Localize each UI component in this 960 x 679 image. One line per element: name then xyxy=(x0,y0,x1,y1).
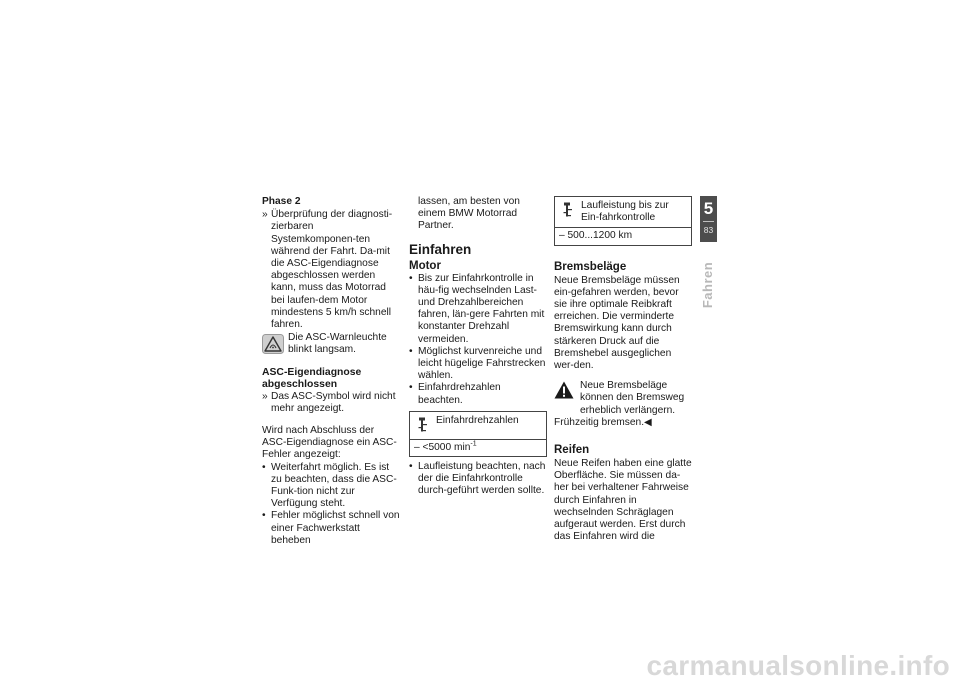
column-2 xyxy=(409,196,547,498)
asc-step xyxy=(262,391,400,415)
list-item-text: Möglichst kurvenreiche und leicht hügelige Fahrstrecken wählen. xyxy=(418,345,546,382)
column-1 xyxy=(262,196,400,547)
warning-light-note-text: Die ASC-Warnleuchte blinkt langsam. xyxy=(288,332,387,356)
list-item xyxy=(409,346,547,383)
einfahren-heading: Einfahren xyxy=(409,241,472,257)
brake-warning-text: Neue Bremsbeläge können den Bremsweg erheblich verlängern. xyxy=(580,380,685,416)
list-item-text: Bis zur Einfahrkontrolle in häu-fig wechselnden Last- und Drehzahlbereichen fahren, län-gere Fahrten mit konstanter Drehzahl vermeiden. xyxy=(418,272,545,345)
spec-label: Einfahrdrehzahlen xyxy=(436,414,519,426)
spec-dash: – xyxy=(414,441,420,453)
spec-box-header xyxy=(410,412,546,440)
spec-box-header xyxy=(555,197,691,228)
step-marker: » xyxy=(262,209,268,221)
list-item xyxy=(262,510,400,547)
list-item-continuation xyxy=(409,196,547,233)
warning-triangle-icon xyxy=(554,381,574,399)
bullet: • xyxy=(262,461,266,473)
list-item-text: Einfahrdrehzahlen beachten. xyxy=(418,382,501,406)
tyres-heading: Reifen xyxy=(554,444,590,457)
page-number: 83 xyxy=(703,225,714,235)
brake-warning-row xyxy=(554,380,692,417)
chapter-number: 5 xyxy=(703,199,714,218)
list-item xyxy=(409,461,547,498)
bullet: • xyxy=(409,272,413,284)
list-item-text: Weiterfahrt möglich. Es ist zu beachten, dass die ASC-Funk-tion nicht zur Verfügung steht. xyxy=(271,461,397,510)
section-side-title-text: Fahren xyxy=(699,261,715,309)
brakes-heading: Bremsbeläge xyxy=(554,260,627,273)
section-side-title xyxy=(696,253,720,317)
specification-icon xyxy=(563,202,573,218)
asc-warning-light-icon xyxy=(262,334,284,354)
step-marker: » xyxy=(262,390,268,402)
bullet: • xyxy=(409,345,413,357)
after-diagnosis-intro: Wird nach Abschluss der ASC-Eigendiagnose ein ASC-Fehler angezeigt: xyxy=(262,425,397,461)
list-item xyxy=(409,273,547,346)
list-item xyxy=(409,382,547,406)
column-3 xyxy=(554,196,692,543)
spec-box-rpm xyxy=(409,411,547,457)
phase2-step-text: Überprüfung der diagnosti-zierbaren Systemkomponen-ten während der Fahrt. Da-mit die ASC-Eigendiagnose abgeschlossen werden kann, muss das Motorrad bei laufen-dem Motor mindestens 5 km/h schnell fahren. xyxy=(271,209,393,331)
phase2-step xyxy=(262,209,400,331)
spec-value-row xyxy=(555,228,691,244)
bullet: • xyxy=(409,461,413,473)
asc-completed-heading: ASC-Eigendiagnose abgeschlossen xyxy=(262,366,362,390)
spec-value-exponent: -1 xyxy=(470,440,477,448)
bullet: • xyxy=(262,510,266,522)
brakes-text: Neue Bremsbeläge müssen ein-gefahren werden, bevor sie ihre optimale Reibkraft erreichen. Die verminderte Bremswirkung kann durch stärkeren Druck auf die Bremshebel ausgeglichen wer-den. xyxy=(554,274,680,372)
bullet: • xyxy=(409,382,413,394)
brake-warning xyxy=(554,380,692,429)
spec-label: Laufleistung bis zur Ein-fahrkontrolle xyxy=(581,200,669,224)
chapter-tab-divider xyxy=(703,221,714,222)
spec-value: 500...1200 km xyxy=(567,230,633,242)
warning-light-note xyxy=(262,332,400,356)
phase2-heading: Phase 2 xyxy=(262,196,301,207)
spec-value: <5000 min xyxy=(422,441,471,453)
specification-icon xyxy=(418,417,428,433)
list-item-text: Fehler möglichst schnell von einer Fachwerkstatt beheben xyxy=(271,510,400,546)
asc-step-text: Das ASC-Symbol wird nicht mehr angezeigt. xyxy=(271,390,396,414)
chapter-tab xyxy=(700,196,717,242)
list-item-text: Laufleistung beachten, nach der die Einfahrkontrolle durch-geführt werden sollte. xyxy=(418,461,546,497)
watermark: carmanualsonline.info xyxy=(646,650,950,679)
continuation-text: lassen, am besten von einem BMW Motorrad Partner. xyxy=(418,196,520,232)
spec-box-mileage xyxy=(554,196,692,246)
motor-heading: Motor xyxy=(409,259,441,272)
spec-value-row xyxy=(410,440,546,456)
tyres-text: Neue Reifen haben eine glatte Oberfläche. Sie müssen da-her bei verhaltener Fahrweise durch Einfahren in wechselnden Schräglagen aufgeraut werden. Erst durch das Einfahren wird die xyxy=(554,458,692,543)
end-marker-icon: ◀ xyxy=(644,416,652,428)
spec-dash: – xyxy=(559,230,565,242)
list-item xyxy=(262,462,400,511)
brake-warning-action-text: Frühzeitig bremsen. xyxy=(554,416,645,428)
brake-warning-action xyxy=(554,417,692,429)
